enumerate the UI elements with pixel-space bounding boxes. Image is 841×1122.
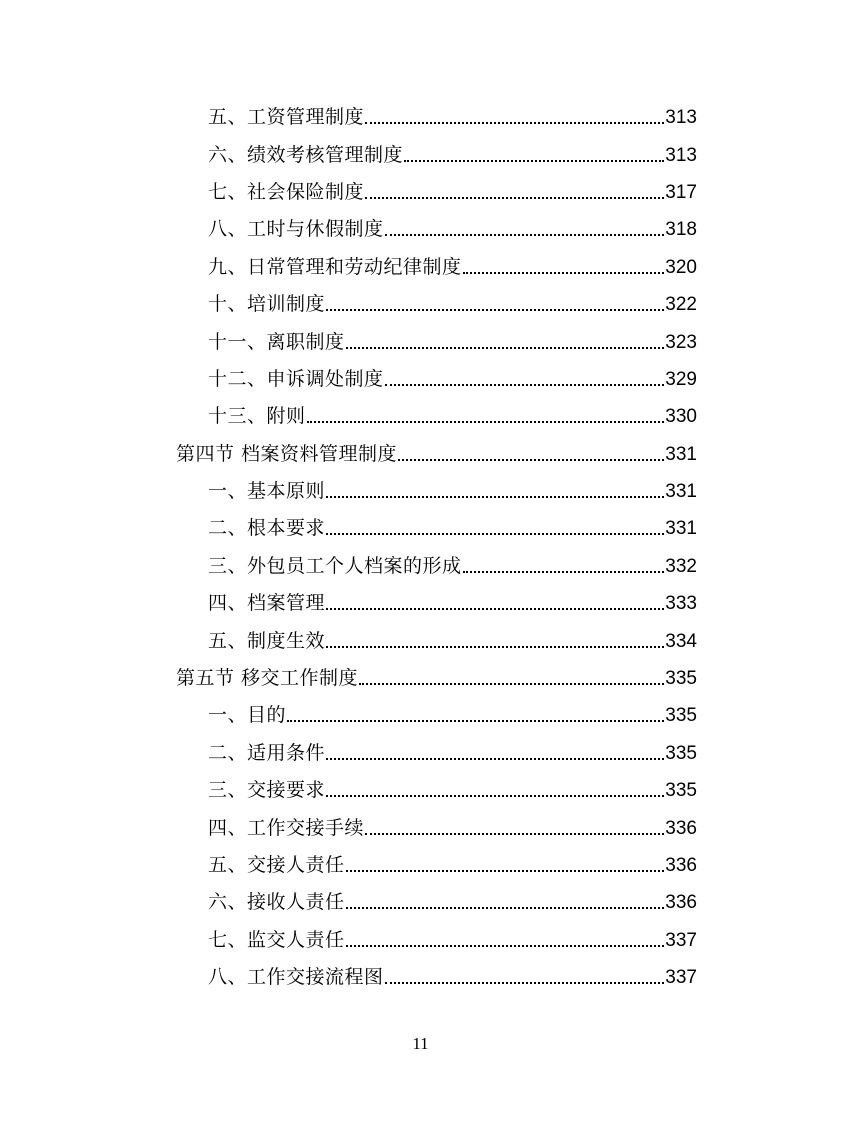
toc-entry-page: 336 — [665, 817, 697, 839]
toc-dot-leader — [326, 496, 664, 498]
toc-entry[interactable] — [0, 922, 841, 959]
toc-entry-title: 十一、离职制度 — [208, 330, 345, 353]
toc-section-title: 第四节 档案资料管理制度 — [176, 442, 398, 465]
toc-dot-leader — [326, 758, 664, 760]
toc-dot-leader — [346, 945, 665, 947]
toc-dot-leader — [385, 234, 665, 236]
toc-entry-page: 335 — [665, 780, 697, 802]
toc-dot-leader — [365, 122, 664, 124]
toc-dot-leader — [346, 870, 665, 872]
toc-entry-page: 335 — [665, 742, 697, 764]
toc-dot-leader — [326, 309, 664, 311]
toc-entry-page: 336 — [665, 855, 697, 876]
toc-entry-page: 333 — [665, 593, 697, 615]
toc-entry[interactable] — [0, 809, 841, 846]
table-of-contents — [0, 99, 841, 996]
toc-entry-page: 336 — [665, 892, 697, 914]
page-number: 11 — [412, 1034, 429, 1053]
toc-entry-title: 八、工作交接流程图 — [208, 966, 384, 989]
toc-entry[interactable] — [0, 286, 841, 323]
toc-entry-title: 十三、附则 — [208, 405, 306, 428]
toc-dot-leader — [346, 347, 665, 349]
toc-entry[interactable] — [0, 473, 841, 510]
toc-dot-leader — [463, 571, 665, 573]
toc-entry-title: 六、绩效考核管理制度 — [208, 143, 404, 166]
toc-dot-leader — [346, 907, 665, 909]
toc-entry[interactable] — [0, 622, 841, 659]
toc-entry-title: 三、外包员工个人档案的形成 — [208, 554, 462, 577]
toc-dot-leader — [385, 982, 665, 984]
toc-dot-leader — [326, 795, 664, 797]
toc-dot-leader — [307, 421, 665, 423]
toc-entry-page: 322 — [665, 294, 697, 316]
toc-entry-page: 331 — [665, 518, 697, 540]
toc-dot-leader — [398, 459, 664, 461]
toc-entry-title: 四、档案管理 — [208, 592, 326, 615]
toc-entry[interactable] — [0, 735, 841, 772]
toc-entry-page: 331 — [665, 481, 697, 503]
toc-entry-title: 十、培训制度 — [208, 293, 326, 316]
toc-entry[interactable] — [0, 510, 841, 547]
toc-dot-leader — [326, 608, 664, 610]
toc-entry[interactable] — [0, 585, 841, 622]
toc-entry-page: 320 — [665, 256, 697, 278]
toc-entry[interactable] — [0, 398, 841, 435]
toc-entry[interactable] — [0, 211, 841, 248]
toc-dot-leader — [463, 272, 665, 274]
toc-entry-title: 五、制度生效 — [208, 629, 326, 652]
toc-entry-title: 二、根本要求 — [208, 517, 326, 540]
toc-section-entry[interactable] — [0, 436, 841, 473]
toc-entry[interactable] — [0, 136, 841, 173]
toc-entry-page: 317 — [665, 181, 697, 203]
toc-entry[interactable] — [0, 884, 841, 921]
toc-dot-leader — [326, 533, 664, 535]
toc-entry-page: 335 — [665, 668, 697, 690]
toc-entry-page: 318 — [665, 219, 697, 241]
toc-entry-page: 335 — [665, 705, 697, 727]
toc-dot-leader — [326, 646, 664, 648]
toc-entry[interactable] — [0, 959, 841, 996]
toc-entry-title: 一、基本原则 — [208, 480, 326, 503]
toc-entry[interactable] — [0, 772, 841, 809]
toc-entry-title: 七、监交人责任 — [208, 928, 345, 951]
toc-entry-page: 313 — [665, 107, 697, 129]
toc-entry-page: 337 — [665, 967, 697, 989]
toc-dot-leader — [365, 197, 664, 199]
toc-entry[interactable] — [0, 361, 841, 398]
toc-entry-title: 九、日常管理和劳动纪律制度 — [208, 255, 462, 278]
toc-entry-title: 三、交接要求 — [208, 779, 326, 802]
toc-entry-page: 313 — [665, 144, 697, 166]
toc-dot-leader — [287, 720, 664, 722]
toc-entry-title: 四、工作交接手续 — [208, 816, 365, 839]
toc-entry-title: 十二、申诉调处制度 — [208, 367, 384, 390]
toc-entry-page: 334 — [665, 630, 697, 652]
toc-entry-page: 332 — [665, 555, 697, 577]
toc-dot-leader — [359, 683, 664, 685]
toc-entry[interactable] — [0, 548, 841, 585]
toc-entry[interactable] — [0, 847, 841, 884]
toc-entry[interactable] — [0, 249, 841, 286]
toc-entry-title: 一、目的 — [208, 704, 287, 727]
toc-dot-leader — [385, 384, 665, 386]
toc-section-entry[interactable] — [0, 660, 841, 697]
toc-entry-title: 五、工资管理制度 — [208, 106, 365, 129]
toc-entry[interactable] — [0, 99, 841, 136]
toc-entry-page: 323 — [665, 331, 697, 353]
toc-entry-page: 329 — [665, 368, 697, 390]
toc-entry-page: 337 — [665, 929, 697, 951]
toc-entry[interactable] — [0, 697, 841, 734]
toc-dot-leader — [404, 160, 664, 162]
toc-entry-page: 331 — [665, 443, 697, 465]
toc-entry-title: 五、交接人责任 — [208, 854, 345, 876]
toc-entry-title: 二、适用条件 — [208, 741, 326, 764]
toc-entry-title: 七、社会保险制度 — [208, 180, 365, 203]
toc-entry[interactable] — [0, 323, 841, 360]
toc-entry-title: 八、工时与休假制度 — [208, 218, 384, 241]
toc-dot-leader — [365, 833, 664, 835]
toc-entry-title: 六、接收人责任 — [208, 891, 345, 914]
toc-entry[interactable] — [0, 174, 841, 211]
toc-section-title: 第五节 移交工作制度 — [176, 667, 359, 690]
toc-entry-page: 330 — [665, 406, 697, 428]
